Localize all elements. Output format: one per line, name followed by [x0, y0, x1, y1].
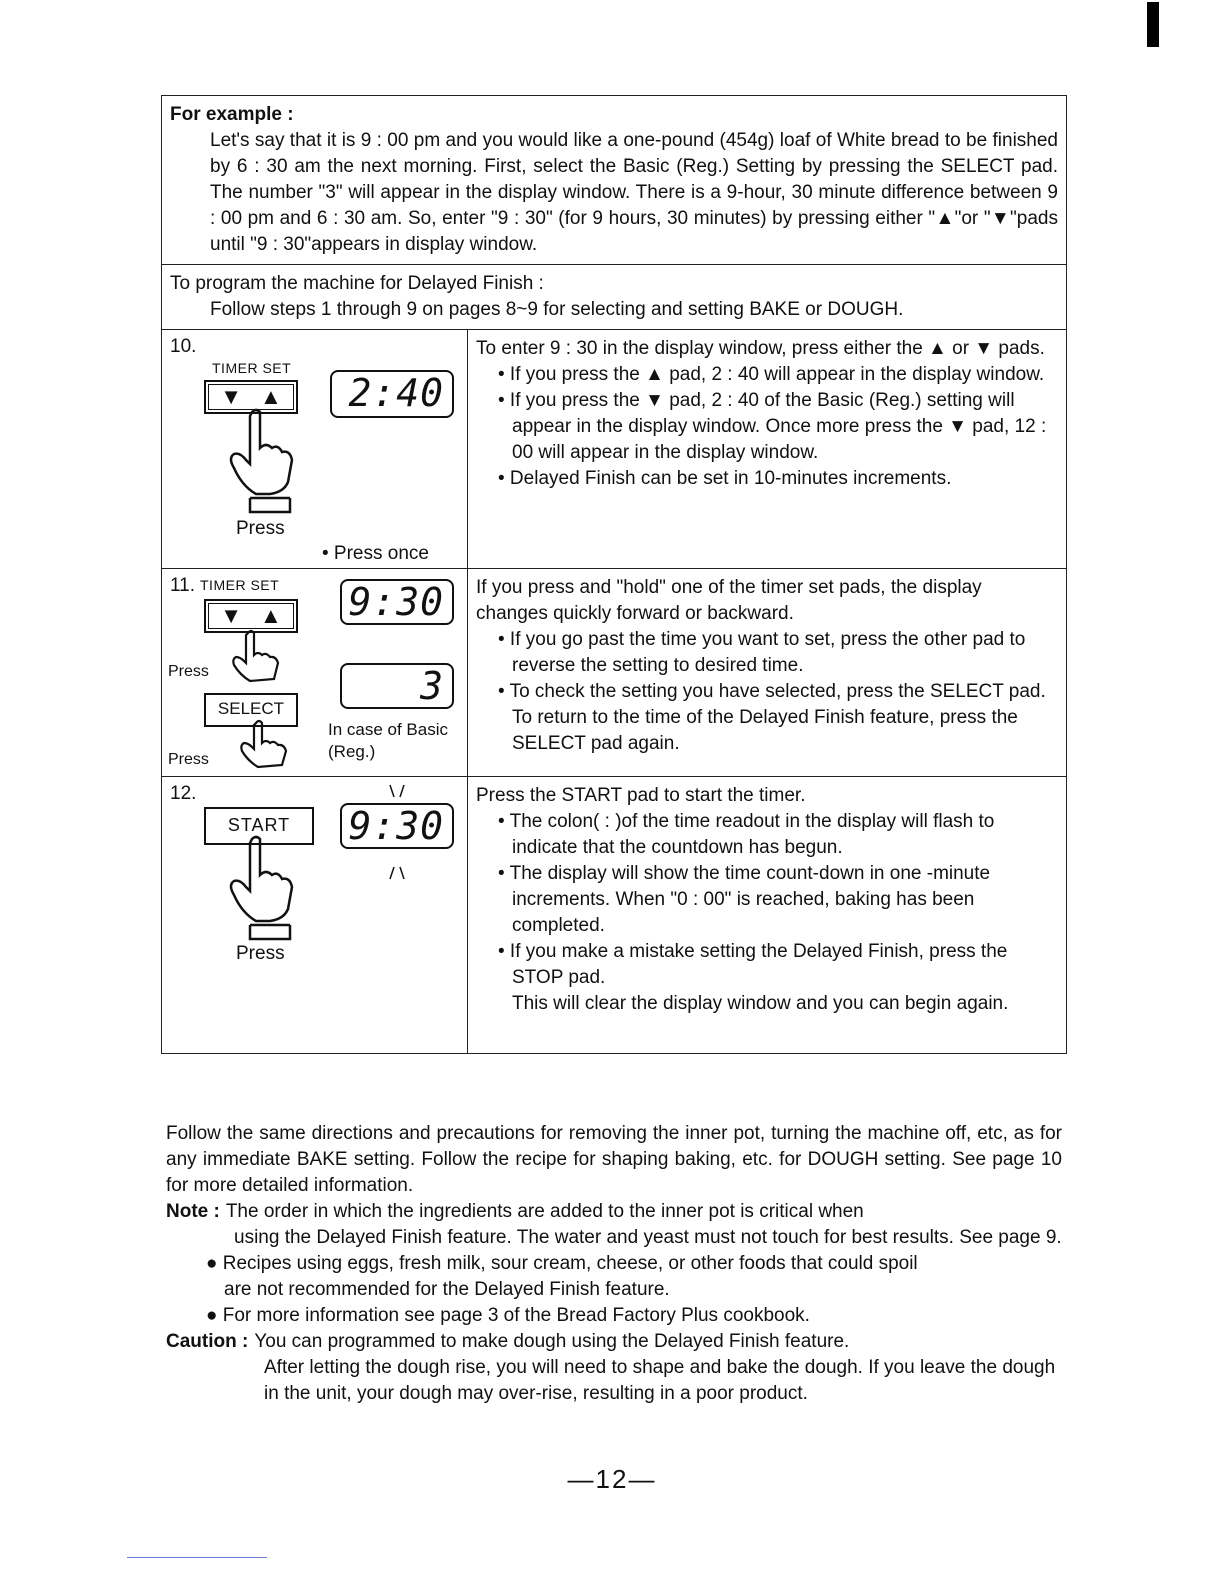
step-11-bullet: • To check the setting you have selected, press the SELECT pad. To return to the time of the Delayed Finish feature, press the SELECT pad again.: [498, 681, 1046, 754]
step-10-row: [162, 330, 1066, 569]
program-section: [162, 265, 1066, 330]
follow-paragraph: Follow the same directions and precautions for removing the inner pot, turning the machine off, etc, as for any immediate BAKE setting. Follow the recipe for shaping baking, etc. for DOUGH setting. See page 10 for more detailed information.: [166, 1123, 1062, 1196]
step-10-bullet: • If you press the ▲ pad, 2 : 40 will appear in the display window.: [498, 364, 1045, 385]
basic-reg-caption: In case of Basic (Reg.): [328, 720, 449, 761]
caution-line: [166, 1329, 1062, 1355]
press-label: Press: [236, 943, 285, 964]
press-once-label: • Press once: [322, 543, 429, 564]
step-12-bullet: • The display will show the time count-down in one -minute increments. When "0 : 00" is reached, baking has been completed.: [498, 863, 991, 936]
step-12-bullet: • The colon( : )of the time readout in the display will flash to indicate that the countdown has begun.: [498, 811, 995, 858]
step-12-closing: This will clear the display window and you can begin again.: [512, 993, 1009, 1014]
timer-set-label: TIMER SET: [212, 360, 292, 376]
timer-set-pad: [204, 599, 298, 633]
example-section: [162, 96, 1066, 265]
step-number: 12.: [170, 783, 197, 804]
pressing-hand-icon: [234, 719, 294, 771]
step-10-bullet: • Delayed Finish can be set in 10-minutes increments.: [498, 468, 952, 489]
note-label: Note :: [166, 1201, 220, 1222]
pressing-hand-icon: [222, 408, 302, 518]
step-10-illustration: [162, 330, 468, 568]
select-pad: SELECT: [204, 693, 298, 727]
step-11-illustration: [162, 569, 468, 776]
footer-rule: [127, 1557, 267, 1558]
start-pad: START: [204, 807, 314, 845]
page-number: —12—: [567, 1464, 657, 1494]
program-heading: To program the machine for Delayed Finish :: [170, 273, 544, 294]
step-12-intro: Press the START pad to start the timer.: [476, 785, 806, 806]
step-12-illustration: [162, 777, 468, 1053]
example-heading: For example :: [170, 104, 294, 125]
step-11-intro: If you press and "hold" one of the timer set pads, the display changes quickly forward or backward.: [476, 577, 982, 624]
step-number: 11.: [170, 575, 196, 596]
timer-set-label: TIMER SET: [200, 577, 280, 593]
instruction-table: [161, 95, 1067, 1054]
program-text: Follow steps 1 through 9 on pages 8~9 for selecting and setting BAKE or DOUGH.: [210, 299, 904, 320]
note-bullet-continuation: are not recommended for the Delayed Finish feature.: [224, 1279, 670, 1300]
example-text: Let's say that it is 9 : 00 pm and you would like a one-pound (454g) loaf of White bread to be finished by 6 : 30 am the next morning. First, select the Basic (Reg.) Setting by pressing the SELECT pad. The number "3" will appear in the display window. There is a 9-hour, 30 minute difference between 9 : 00 pm and 6 : 30 am. So, enter "9 : 30" (for 9 hours, 30 minutes) by pressing either "▲"or "▼"pads until "9 : 30"appears in display window.: [210, 130, 1058, 255]
pressing-hand-icon: [222, 835, 302, 945]
down-arrow-icon: ▼: [220, 603, 242, 628]
caution-continuation: After letting the dough rise, you will need to shape and bake the dough. If you leave the dough in the unit, your dough may over-rise, resulting in a poor product.: [264, 1357, 1056, 1404]
step-10-instructions: [468, 330, 1066, 568]
step-11-bullet: • If you go past the time you want to set, press the other pad to reverse the setting to desired time.: [498, 629, 1026, 676]
step-10-intro: To enter 9 : 30 in the display window, press either the ▲ or ▼ pads.: [476, 338, 1045, 359]
caution-label: Caution :: [166, 1331, 249, 1352]
up-arrow-icon: ▲: [260, 603, 282, 628]
down-arrow-icon: ▼: [220, 384, 242, 409]
page-edge-mark: [1147, 2, 1159, 47]
note-first-line: The order in which the ingredients are added to the inner pot is critical when: [225, 1201, 864, 1222]
step-10-bullet: • If you press the ▼ pad, 2 : 40 of the Basic (Reg.) setting will appear in the display window. Once more press the ▼ pad, 12 : 00 will appear in the display window.: [498, 390, 1047, 463]
lcd-display-program: 3: [340, 663, 454, 709]
step-12-bullet: • If you make a mistake setting the Delayed Finish, press the STOP pad.: [498, 941, 1008, 988]
press-label: Press: [236, 518, 285, 539]
after-table-text: [166, 1121, 1062, 1407]
lcd-display: 9:30: [340, 803, 454, 849]
step-11-row: [162, 569, 1066, 777]
pressing-hand-icon: [226, 629, 286, 689]
note-bullet: ● Recipes using eggs, fresh milk, sour cream, cheese, or other foods that could spoil: [206, 1253, 918, 1274]
step-12-instructions: [468, 777, 1066, 1053]
step-12-row: [162, 777, 1066, 1053]
step-number: 10.: [170, 336, 197, 357]
press-label: Press: [168, 751, 209, 768]
note-continuation: using the Delayed Finish feature. The water and yeast must not touch for best results. See page 9.: [234, 1227, 1062, 1248]
lcd-display: 9:30: [340, 579, 454, 625]
press-label: Press: [168, 663, 209, 680]
lcd-display: 2:40: [330, 370, 454, 418]
caution-first-line: You can programmed to make dough using the Delayed Finish feature.: [254, 1331, 850, 1352]
note-line: [166, 1199, 1062, 1225]
step-11-instructions: [468, 569, 1066, 776]
note-bullet: ● For more information see page 3 of the Bread Factory Plus cookbook.: [206, 1305, 810, 1326]
up-arrow-icon: ▲: [260, 384, 282, 409]
